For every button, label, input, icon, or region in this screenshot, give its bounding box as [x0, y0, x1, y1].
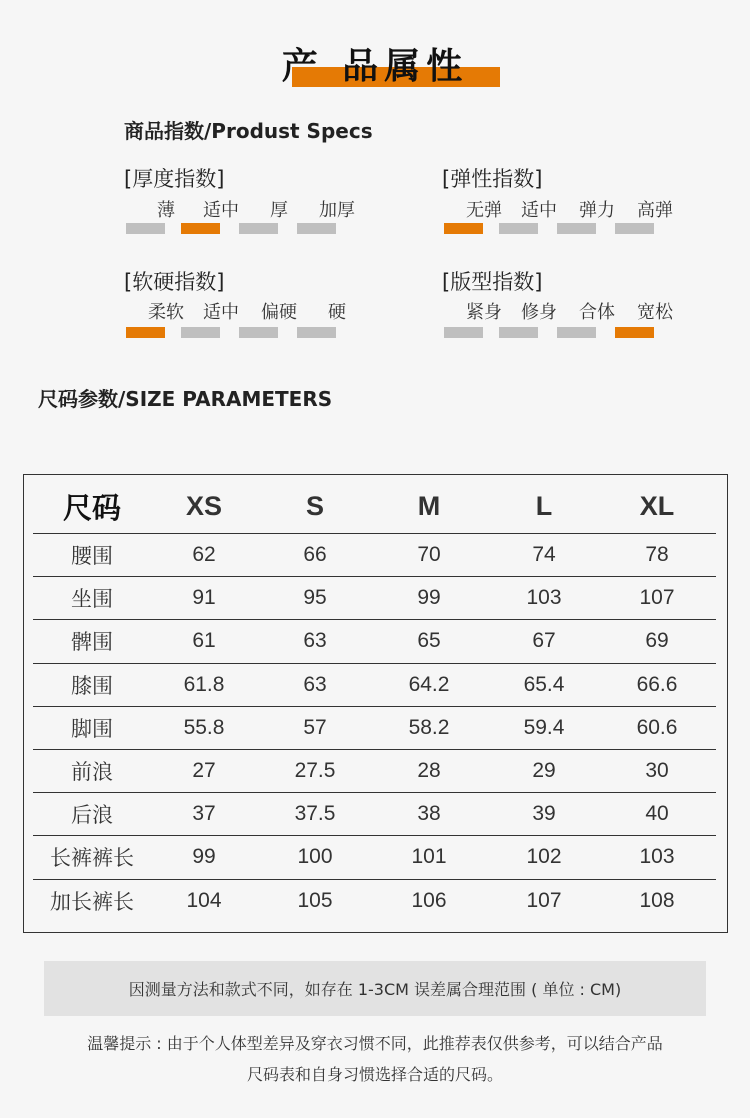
row-label-cell: 脚围 — [71, 717, 113, 741]
spec-indicator — [444, 327, 483, 338]
table-row — [33, 664, 716, 707]
measurement-note: 因测量方法和款式不同，如存在 1-3CM 误差属合理范围 ( 单位 : CM) — [44, 961, 706, 1016]
row-label-cell: 腰围 — [71, 545, 113, 569]
table-row — [33, 750, 716, 793]
spec-indicator — [239, 223, 278, 234]
spec-indicator — [297, 223, 336, 234]
table-cell: 61 — [192, 629, 216, 653]
table-cell: 108 — [639, 889, 675, 913]
table-cell: 66 — [303, 543, 327, 567]
table-cell: 101 — [411, 845, 447, 869]
spec-group-title: [版型指数] — [442, 270, 543, 294]
spec-indicator — [126, 223, 165, 234]
table-header-cell: XL — [639, 490, 675, 521]
table-cell: 60.6 — [636, 715, 678, 739]
spec-option-text: 紧身 — [466, 302, 502, 323]
table-cell: 100 — [297, 845, 333, 869]
table-cell: 91 — [192, 586, 216, 610]
page-title: 产 品属性 — [281, 46, 469, 87]
spec-option-text: 合体 — [579, 302, 615, 323]
table-row — [33, 577, 716, 620]
table-cell: 104 — [186, 889, 222, 913]
table-cell: 95 — [303, 586, 327, 610]
table-cell: 55.8 — [183, 715, 225, 739]
table-cell: 65 — [417, 629, 441, 653]
table-cell: 99 — [192, 845, 216, 869]
row-label-cell: 前浪 — [71, 761, 113, 785]
table-header-row — [33, 479, 716, 534]
table-cell: 107 — [639, 586, 675, 610]
table-row — [33, 620, 716, 663]
table-cell: 40 — [645, 802, 669, 826]
spec-option-text: 无弹 — [466, 200, 502, 221]
table-cell: 59.4 — [523, 715, 565, 739]
row-label-cell: 膝围 — [71, 674, 113, 698]
spec-option-text: 加厚 — [319, 200, 355, 221]
table-cell: 103 — [639, 845, 675, 869]
table-header-cell: 尺码 — [62, 492, 121, 525]
table-cell: 105 — [297, 889, 333, 913]
table-header-cell: S — [305, 490, 324, 521]
row-label-cell: 髀围 — [71, 631, 113, 655]
spec-indicator-active — [181, 223, 220, 234]
table-cell: 106 — [411, 889, 447, 913]
spec-option-text: 偏硬 — [261, 302, 297, 323]
table-row — [33, 880, 716, 923]
spec-option-text: 宽松 — [637, 302, 673, 323]
spec-indicator — [557, 223, 596, 234]
spec-option-text: 适中 — [203, 200, 239, 221]
table-cell: 107 — [526, 889, 562, 913]
spec-group-title: [弹性指数] — [442, 167, 543, 191]
spec-option-text: 修身 — [521, 302, 557, 323]
table-cell: 58.2 — [408, 715, 450, 739]
table-cell: 70 — [417, 543, 441, 567]
table-cell: 30 — [645, 759, 669, 783]
table-cell: 102 — [526, 845, 562, 869]
table-cell: 78 — [645, 543, 669, 567]
spec-option-text: 薄 — [157, 200, 175, 221]
table-cell: 57 — [303, 715, 327, 739]
table-row — [33, 836, 716, 879]
spec-group-title: [软硬指数] — [124, 270, 225, 294]
table-cell: 65.4 — [523, 672, 565, 696]
table-cell: 28 — [417, 759, 441, 783]
table-cell: 37.5 — [294, 802, 336, 826]
table-cell: 74 — [532, 543, 556, 567]
table-cell: 63 — [303, 672, 327, 696]
spec-indicator-active — [126, 327, 165, 338]
table-cell: 64.2 — [408, 672, 450, 696]
table-cell: 99 — [417, 586, 441, 610]
table-cell: 27.5 — [294, 759, 336, 783]
spec-group-title: [厚度指数] — [124, 167, 225, 191]
table-cell: 103 — [526, 586, 562, 610]
table-cell: 66.6 — [636, 672, 678, 696]
table-cell: 38 — [417, 802, 441, 826]
table-row — [33, 707, 716, 750]
tip-line-1: 温馨提示 : 由于个人体型差异及穿衣习惯不同，此推荐表仅供参考，可以结合产品 — [87, 1034, 663, 1053]
table-cell: 67 — [532, 629, 556, 653]
size-section-label: 尺码参数/SIZE PARAMETERS — [38, 387, 333, 411]
row-label-cell: 长裤裤长 — [50, 847, 134, 871]
spec-indicator — [239, 327, 278, 338]
spec-indicator-active — [444, 223, 483, 234]
table-cell: 37 — [192, 802, 216, 826]
row-label-cell: 坐围 — [71, 588, 113, 612]
spec-option-text: 高弹 — [637, 200, 673, 221]
table-cell: 61.8 — [183, 672, 225, 696]
spec-indicator — [615, 223, 654, 234]
row-label-cell: 后浪 — [71, 804, 113, 828]
tip-line-2: 尺码表和自身习惯选择合适的尺码。 — [246, 1065, 503, 1084]
table-header-cell: L — [535, 490, 553, 521]
spec-option-text: 弹力 — [579, 200, 615, 221]
row-label-cell: 加长裤长 — [50, 891, 134, 915]
table-row — [33, 793, 716, 836]
spec-indicator — [499, 223, 538, 234]
spec-option-text: 适中 — [521, 200, 557, 221]
spec-indicator — [181, 327, 220, 338]
spec-indicator — [499, 327, 538, 338]
spec-option-text: 适中 — [203, 302, 239, 323]
spec-option-text: 硬 — [328, 302, 346, 323]
table-cell: 62 — [192, 543, 216, 567]
table-cell: 69 — [645, 629, 669, 653]
specs-section-label: 商品指数/Produst Specs — [124, 119, 373, 143]
table-cell: 63 — [303, 629, 327, 653]
spec-indicator — [297, 327, 336, 338]
table-row — [33, 534, 716, 577]
table-header-cell: M — [417, 490, 441, 521]
table-cell: 29 — [532, 759, 556, 783]
spec-indicator-active — [615, 327, 654, 338]
spec-indicator — [557, 327, 596, 338]
table-cell: 27 — [192, 759, 216, 783]
table-cell: 39 — [532, 802, 556, 826]
table-header-cell: XS — [185, 490, 223, 521]
spec-option-text: 柔软 — [148, 302, 184, 323]
spec-option-text: 厚 — [270, 200, 288, 221]
